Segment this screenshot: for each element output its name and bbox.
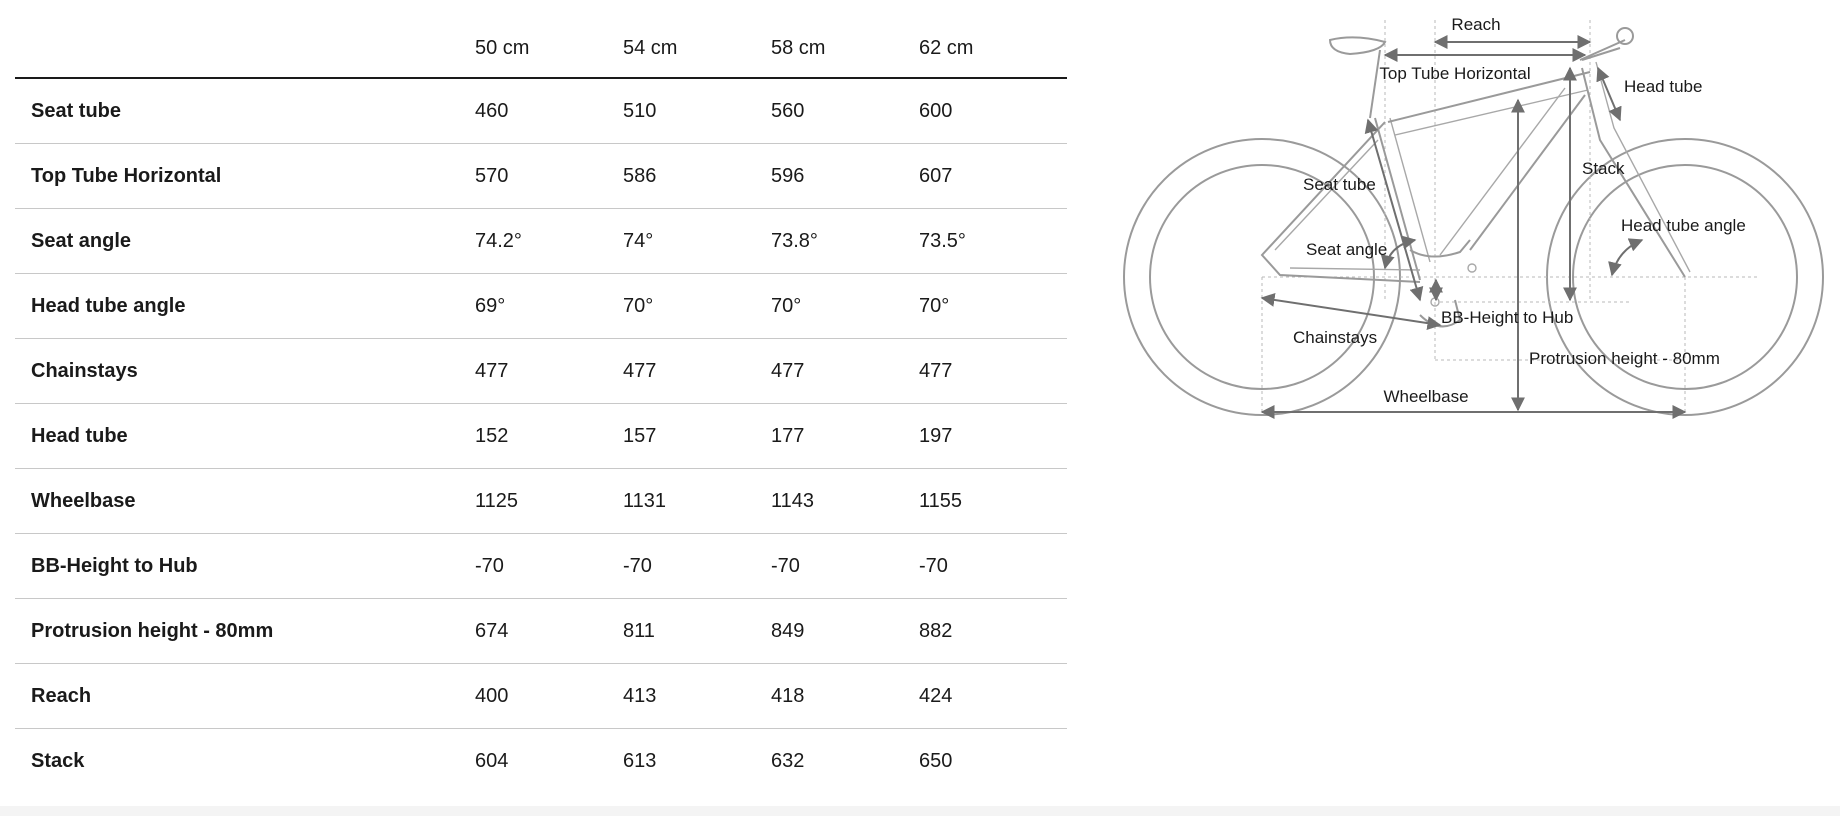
- cell-value: 157: [623, 404, 771, 469]
- cell-value: 570: [475, 144, 623, 209]
- row-label: Top Tube Horizontal: [15, 144, 475, 209]
- table-row-chainstays: [15, 339, 1067, 404]
- cell-value: 424: [919, 664, 1067, 729]
- cell-value: 613: [623, 749, 657, 772]
- cell-value: 632: [771, 749, 805, 772]
- cell-value: -70: [919, 534, 1067, 599]
- cell-value: 1155: [919, 469, 1067, 534]
- cell-value: 197: [919, 404, 1067, 469]
- cell-value: 477: [919, 339, 1067, 404]
- cell-value: 477: [475, 339, 623, 404]
- table-row-head-tube: [15, 404, 1067, 469]
- cell-value: 152: [475, 404, 623, 469]
- label-protrusion: Protrusion height - 80mm: [1529, 349, 1720, 368]
- header-size-58: 58 cm: [771, 20, 919, 78]
- cell-value: 477: [623, 339, 771, 404]
- header-size-54: 54 cm: [623, 20, 771, 78]
- header-size-62: 62 cm: [919, 20, 1067, 78]
- cell-value: 73.5°: [919, 209, 1067, 274]
- label-stack: Stack: [1582, 159, 1625, 178]
- cell-value: -70: [771, 534, 919, 599]
- table-row-head-tube-angle: [15, 274, 1067, 339]
- label-reach: Reach: [1451, 15, 1501, 34]
- label-head-tube: Head tube: [1624, 77, 1703, 96]
- row-label: Seat tube: [15, 78, 475, 144]
- page-bottom-band: [0, 806, 1840, 816]
- cell-value: 674: [475, 599, 623, 664]
- cell-value: 1143: [771, 469, 919, 534]
- cell-value: 596: [771, 144, 919, 209]
- label-seat-tube: Seat tube: [1303, 175, 1376, 194]
- diagram-labels: [1293, 15, 1746, 406]
- cell-value: 70°: [623, 274, 771, 339]
- cell-value: 1131: [623, 469, 771, 534]
- cell-value: 477: [771, 339, 919, 404]
- cell-value: 650: [919, 749, 953, 772]
- cell-value: 74°: [623, 209, 771, 274]
- geometry-table: [15, 20, 1067, 793]
- cell-value: 400: [475, 664, 623, 729]
- cell-value: 882: [919, 599, 1067, 664]
- cell-value: 70°: [919, 274, 1067, 339]
- cell-value: 74.2°: [475, 209, 623, 274]
- cell-value: 73.8°: [771, 209, 919, 274]
- label-chainstays: Chainstays: [1293, 328, 1378, 347]
- label-seat-angle: Seat angle: [1306, 240, 1388, 259]
- label-head-tube-angle: Head tube angle: [1621, 216, 1746, 235]
- cell-value: 177: [771, 404, 919, 469]
- row-label: Head tube angle: [15, 274, 475, 339]
- row-label: Chainstays: [15, 339, 475, 404]
- row-label: Stack: [31, 749, 85, 772]
- row-label: BB-Height to Hub: [15, 534, 475, 599]
- label-bb-height: BB-Height to Hub: [1441, 308, 1574, 327]
- row-label: Wheelbase: [15, 469, 475, 534]
- cell-value: -70: [475, 534, 623, 599]
- label-top-tube: Top Tube Horizontal: [1379, 64, 1531, 83]
- table-row-wheelbase: [15, 469, 1067, 534]
- cell-value: 849: [771, 599, 919, 664]
- row-label: Head tube: [15, 404, 475, 469]
- header-empty: [15, 20, 475, 78]
- table-row-stack: [15, 729, 1067, 794]
- row-label: Protrusion height - 80mm: [15, 599, 475, 664]
- cell-value: 811: [623, 599, 771, 664]
- label-wheelbase: Wheelbase: [1383, 387, 1469, 406]
- table-row-top-tube: [15, 144, 1067, 209]
- cell-value: 510: [623, 78, 771, 144]
- cell-value: 69°: [475, 274, 623, 339]
- table-header-row: [15, 20, 1067, 78]
- row-label: Reach: [15, 664, 475, 729]
- cell-value: 460: [475, 78, 623, 144]
- cell-value: 413: [623, 664, 771, 729]
- table-row-seat-angle: [15, 209, 1067, 274]
- cell-value: 1125: [475, 469, 623, 534]
- header-size-50: 50 cm: [475, 20, 623, 78]
- table-row-bb-height: [15, 534, 1067, 599]
- cell-value: 600: [919, 78, 1067, 144]
- cell-value: 604: [475, 749, 509, 772]
- cell-value: 418: [771, 664, 919, 729]
- cell-value: 586: [623, 144, 771, 209]
- cell-value: 607: [919, 144, 1067, 209]
- row-label: Seat angle: [15, 209, 475, 274]
- table-row-reach: [15, 664, 1067, 729]
- bike-geometry-diagram: [1110, 0, 1840, 430]
- table-row-seat-tube: [15, 78, 1067, 144]
- cell-value: -70: [623, 534, 771, 599]
- cell-value: 560: [771, 78, 919, 144]
- table-row-protrusion: [15, 599, 1067, 664]
- cell-value: 70°: [771, 274, 919, 339]
